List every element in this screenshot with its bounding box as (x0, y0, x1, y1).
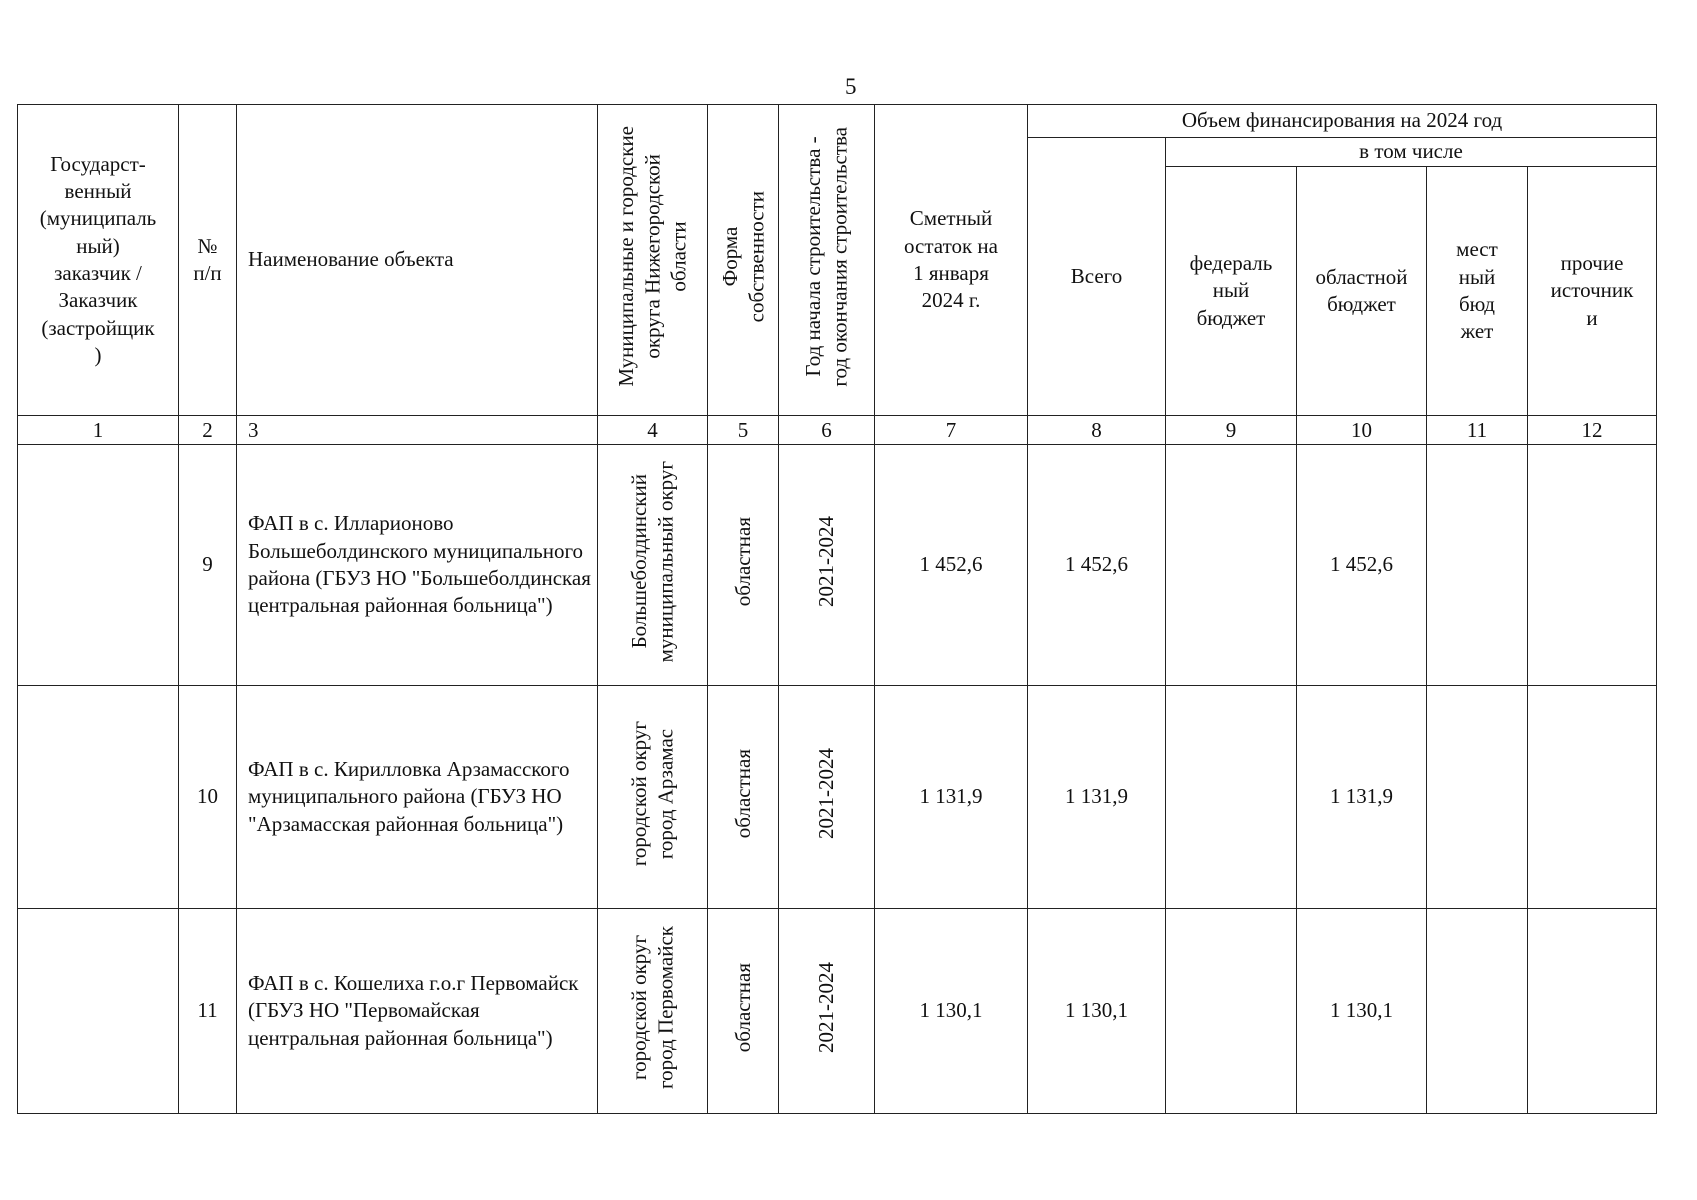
cell-customer (18, 445, 179, 686)
cell-federal (1166, 909, 1297, 1114)
cell-estimate: 1 130,1 (875, 909, 1028, 1114)
cell-other (1528, 445, 1657, 686)
header-total: Всего (1028, 138, 1166, 416)
cell-ownership: областная (708, 445, 779, 686)
header-funding: Объем финансирования на 2024 год (1028, 105, 1657, 138)
cell-local (1427, 909, 1528, 1114)
cell-total: 1 131,9 (1028, 686, 1166, 909)
cell-other (1528, 686, 1657, 909)
cell-district: городской округ город Первомайск (598, 909, 708, 1114)
cell-local (1427, 686, 1528, 909)
column-number: 5 (708, 416, 779, 445)
cell-object-name: ФАП в с. Кирилловка Арзамасского муниципального района (ГБУЗ НО "Арзамасская районная больница") (237, 686, 598, 909)
cell-number: 10 (179, 686, 237, 909)
column-number: 2 (179, 416, 237, 445)
header-row (18, 105, 1657, 138)
cell-number: 9 (179, 445, 237, 686)
cell-ownership: областная (708, 686, 779, 909)
financing-table (17, 104, 1657, 1114)
cell-total: 1 130,1 (1028, 909, 1166, 1114)
cell-customer (18, 909, 179, 1114)
cell-district: городской округ город Арзамас (598, 686, 708, 909)
cell-federal (1166, 445, 1297, 686)
header-object-name: Наименование объекта (237, 105, 598, 416)
cell-federal (1166, 686, 1297, 909)
header-including: в том числе (1166, 138, 1657, 167)
cell-object-name: ФАП в с. Илларионово Большеболдинского муниципального района (ГБУЗ НО "Большеболдинская центральная районная больница") (237, 445, 598, 686)
table-row (18, 686, 1657, 909)
cell-regional: 1 452,6 (1297, 445, 1427, 686)
page-number: 5 (845, 74, 857, 99)
header-other: прочие источник и (1528, 167, 1657, 416)
column-number: 1 (18, 416, 179, 445)
header-estimate: Сметный остаток на 1 января 2024 г. (875, 105, 1028, 416)
table-row (18, 445, 1657, 686)
column-number: 12 (1528, 416, 1657, 445)
cell-years: 2021-2024 (779, 445, 875, 686)
cell-estimate: 1 131,9 (875, 686, 1028, 909)
cell-regional: 1 131,9 (1297, 686, 1427, 909)
column-number: 4 (598, 416, 708, 445)
header-years: Год начала строительства - год окончания строительства (779, 105, 875, 416)
cell-local (1427, 445, 1528, 686)
cell-regional: 1 130,1 (1297, 909, 1427, 1114)
cell-estimate: 1 452,6 (875, 445, 1028, 686)
cell-district: Большеболдинский муниципальный округ (598, 445, 708, 686)
header-local: мест ный бюд жет (1427, 167, 1528, 416)
table-row (18, 909, 1657, 1114)
column-number: 3 (237, 416, 598, 445)
cell-object-name: ФАП в с. Кошелиха г.о.г Первомайск (ГБУЗ НО "Первомайская центральная районная больница") (237, 909, 598, 1114)
header-customer: Государст- венный (муниципаль ный) заказчик / Заказчик (застройщик ) (18, 105, 179, 416)
cell-customer (18, 686, 179, 909)
cell-ownership: областная (708, 909, 779, 1114)
column-number: 6 (779, 416, 875, 445)
column-numbers-row (18, 416, 1657, 445)
header-regional: областной бюджет (1297, 167, 1427, 416)
column-number: 10 (1297, 416, 1427, 445)
header-federal: федераль ный бюджет (1166, 167, 1297, 416)
cell-years: 2021-2024 (779, 686, 875, 909)
header-districts: Муниципальные и городские округа Нижегородской области (598, 105, 708, 416)
cell-number: 11 (179, 909, 237, 1114)
column-number: 11 (1427, 416, 1528, 445)
header-number: № п/п (179, 105, 237, 416)
column-number: 7 (875, 416, 1028, 445)
cell-total: 1 452,6 (1028, 445, 1166, 686)
column-number: 8 (1028, 416, 1166, 445)
header-ownership: Форма собственности (708, 105, 779, 416)
cell-other (1528, 909, 1657, 1114)
column-number: 9 (1166, 416, 1297, 445)
cell-years: 2021-2024 (779, 909, 875, 1114)
